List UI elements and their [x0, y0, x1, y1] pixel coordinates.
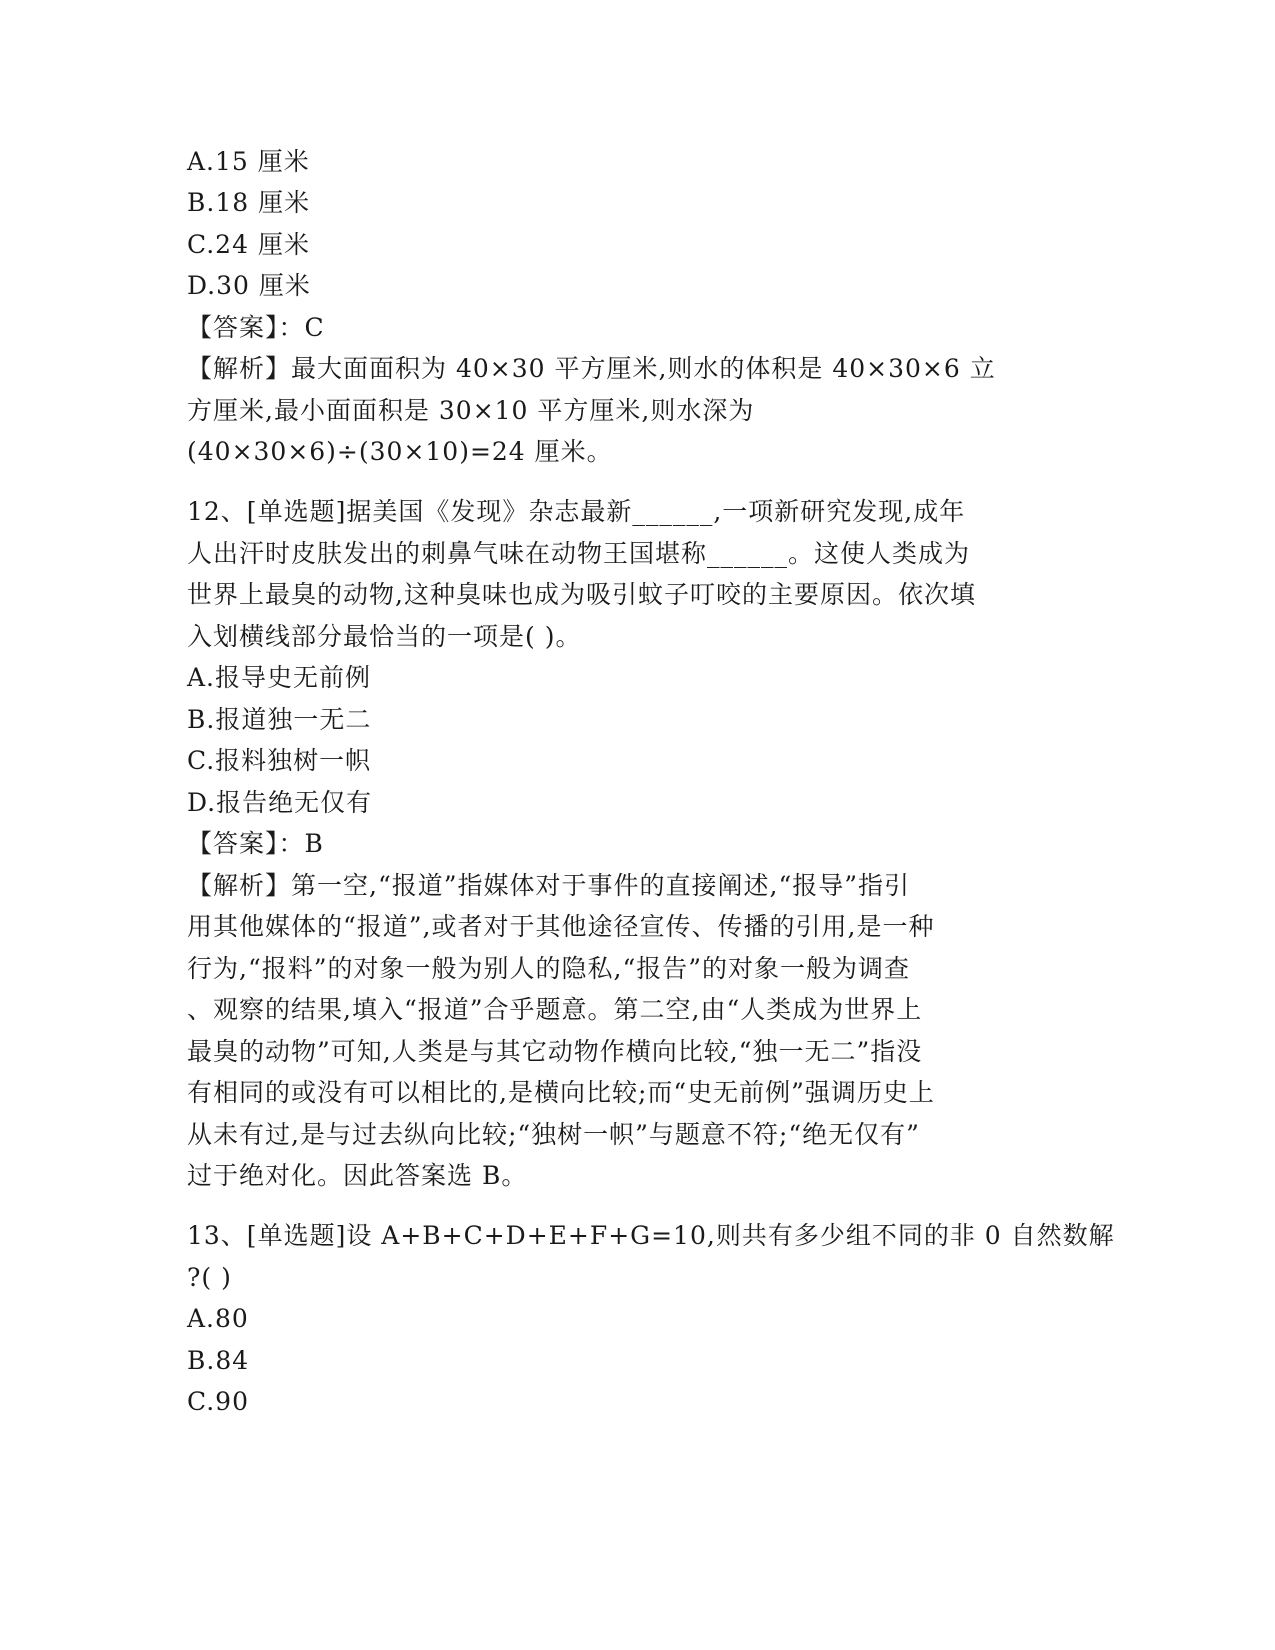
- q12-option-a: A.报导史无前例: [187, 663, 372, 692]
- q13-option-a: A.80: [187, 1304, 249, 1333]
- q12-option-b: B.报道独一无二: [187, 705, 372, 734]
- q12-stem-line-2: 人出汗时皮肤发出的刺鼻气味在动物王国堪称______。这使人类成为: [187, 539, 971, 568]
- q11-option-d: D.30 厘米: [187, 271, 311, 300]
- q11-analysis-line-2: 方厘米,最小面面积是 30×10 平方厘米,则水深为: [187, 396, 755, 425]
- q12-stem-line-4: 入划横线部分最恰当的一项是( )。: [187, 622, 582, 651]
- q12-analysis-line-3: 行为,“报料”的对象一般为别人的隐私,“报告”的对象一般为调查: [187, 954, 911, 983]
- q11-analysis-line-3: (40×30×6)÷(30×10)=24 厘米。: [187, 437, 613, 466]
- q12-analysis-line-6: 有相同的或没有可以相比的,是横向比较;而“史无前例”强调历史上: [187, 1078, 935, 1107]
- q12-stem-line-3: 世界上最臭的动物,这种臭味也成为吸引蚊子叮咬的主要原因。依次填: [187, 580, 976, 609]
- q12-answer: 【答案】：B: [187, 829, 324, 858]
- q12-analysis-line-5: 最臭的动物”可知,人类是与其它动物作横向比较,“独一无二”指没: [187, 1037, 923, 1066]
- q13-stem-line-2: ?( ): [187, 1263, 232, 1292]
- q12-analysis-line-8: 过于绝对化。因此答案选 B。: [187, 1161, 528, 1190]
- q11-analysis-line-1: 【解析】最大面面积为 40×30 平方厘米,则水的体积是 40×30×6 立: [187, 354, 996, 383]
- q13-stem-line-1: 13、[单选题]设 A+B+C+D+E+F+G=10,则共有多少组不同的非 0 自然数解: [187, 1221, 1115, 1250]
- q13-option-c: C.90: [187, 1387, 249, 1416]
- q12-analysis-line-2: 用其他媒体的“报道”,或者对于其他途径宣传、传播的引用,是一种: [187, 912, 935, 941]
- q12-option-d: D.报告绝无仅有: [187, 788, 373, 817]
- q12-analysis-line-4: 、观察的结果,填入“报道”合乎题意。第二空,由“人类成为世界上: [187, 995, 923, 1024]
- q11-option-b: B.18 厘米: [187, 188, 311, 217]
- q11-answer: 【答案】：C: [187, 313, 325, 342]
- q12-analysis-line-7: 从未有过,是与过去纵向比较;“独树一帜”与题意不符;“绝无仅有”: [187, 1120, 920, 1149]
- q11-option-c: C.24 厘米: [187, 230, 310, 259]
- q13-option-b: B.84: [187, 1346, 250, 1375]
- q11-option-a: A.15 厘米: [187, 147, 310, 176]
- q12-option-c: C.报料独树一帜: [187, 746, 372, 775]
- q12-stem-line-1: 12、[单选题]据美国《发现》杂志最新______,一项新研究发现,成年: [187, 497, 966, 526]
- q12-analysis-line-1: 【解析】第一空,“报道”指媒体对于事件的直接阐述,“报导”指引: [187, 871, 911, 900]
